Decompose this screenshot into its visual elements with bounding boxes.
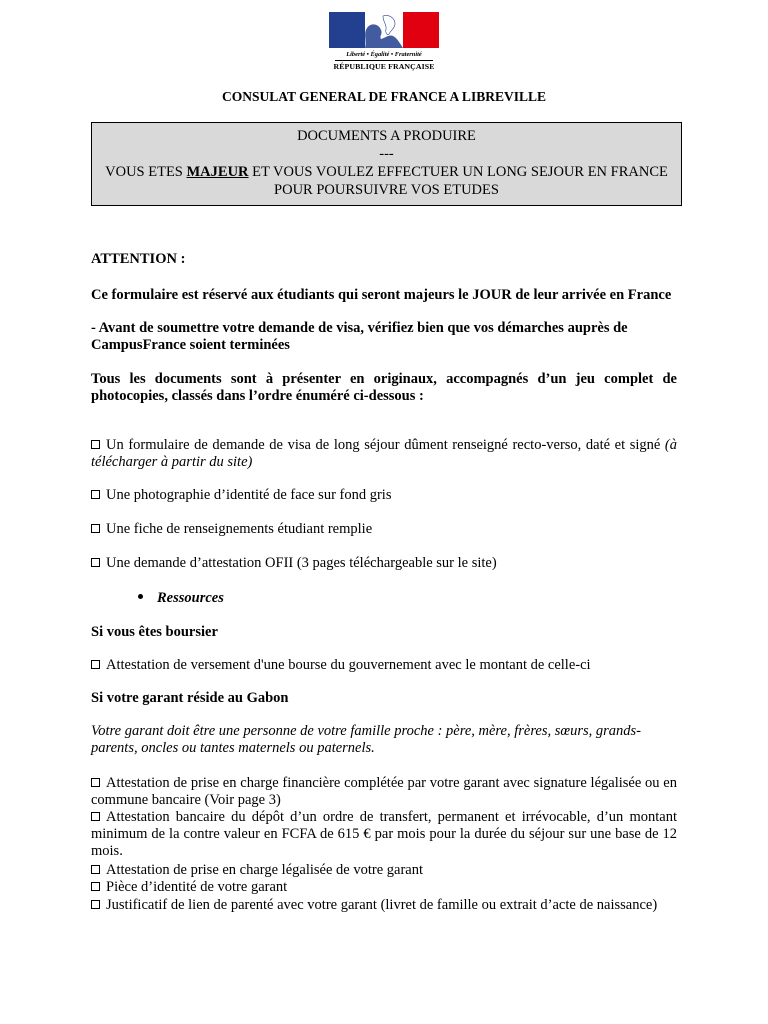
checkbox-icon bbox=[91, 440, 100, 449]
ofii-text: Une demande d’attestation OFII (3 pages téléchargeable sur le site) bbox=[106, 555, 497, 571]
banner-subtitle bbox=[92, 163, 681, 199]
banner-prefix: VOUS ETES bbox=[105, 164, 183, 180]
marianne-profile-icon bbox=[359, 12, 409, 48]
attention-line-1: Ce formulaire est réservé aux étudiants qui seront majeurs le JOUR de leur arrivée en France bbox=[91, 287, 672, 303]
banner-majeur: MAJEUR bbox=[186, 164, 249, 180]
attention-line-2: - Avant de soumettre votre demande de visa, vérifiez bien que vos démarches auprès de CampusFrance soient terminées bbox=[91, 320, 628, 353]
checklist-item-photo bbox=[91, 487, 677, 504]
flag-white-band bbox=[365, 12, 403, 48]
checkbox-icon bbox=[91, 558, 100, 567]
boursier-item bbox=[91, 657, 677, 674]
checkbox-icon bbox=[91, 882, 100, 891]
garant-item-parente bbox=[91, 897, 677, 914]
checkbox-icon bbox=[91, 865, 100, 874]
garant-heading: Si votre garant réside au Gabon bbox=[91, 690, 289, 706]
ressources-bullet bbox=[138, 590, 224, 607]
form-text: Un formulaire de demande de visa de long séjour dûment renseigné recto-verso, daté et signé bbox=[106, 437, 661, 453]
bullet-dot-icon bbox=[138, 594, 143, 599]
photo-text: Une photographie d’identité de face sur fond gris bbox=[106, 487, 392, 503]
logo-motto: Liberté • Égalité • Fraternité bbox=[346, 51, 422, 58]
checklist-item-form bbox=[91, 437, 677, 471]
checkbox-icon bbox=[91, 660, 100, 669]
checklist-item-fiche bbox=[91, 521, 677, 538]
ressources-label: Ressources bbox=[157, 590, 224, 606]
checkbox-icon bbox=[91, 812, 100, 821]
checkbox-icon bbox=[91, 524, 100, 533]
consulat-heading: CONSULAT GENERAL DE FRANCE A LIBREVILLE bbox=[222, 89, 546, 104]
fiche-text: Une fiche de renseignements étudiant remplie bbox=[106, 521, 373, 537]
garant-item-text: Pièce d’identité de votre garant bbox=[106, 879, 288, 895]
banner-suffix: ET VOUS VOULEZ EFFECTUER UN LONG SEJOUR EN FRANCE POUR POURSUIVRE VOS ETUDES bbox=[252, 164, 668, 198]
garant-item-text: Attestation bancaire du dépôt d’un ordre de transfert, permanent et irrévocable, d’un montant minimum de la contre valeur en FCFA de 615 € par mois pour la durée du séjour sur une base de 12 mois. bbox=[91, 809, 677, 859]
banner-title: DOCUMENTS A PRODUIRE bbox=[297, 128, 476, 144]
garant-item-identite bbox=[91, 879, 677, 896]
banner-separator: --- bbox=[379, 146, 394, 162]
checkbox-icon bbox=[91, 490, 100, 499]
garant-item-attestation-bancaire bbox=[91, 809, 677, 860]
form-note: (à télécharger à partir du site) bbox=[91, 437, 677, 470]
garant-item-text: Attestation de prise en charge légalisée de votre garant bbox=[106, 862, 423, 878]
originals-instruction: Tous les documents sont à présenter en originaux, accompagnés d’un jeu complet de photocopies, classés dans l’ordre énuméré ci-dessous : bbox=[91, 371, 677, 404]
checkbox-icon bbox=[91, 900, 100, 909]
garant-item-text: Attestation de prise en charge financière complétée par votre garant avec signature légalisée ou en commune bancaire (Voir page 3) bbox=[91, 775, 677, 808]
garant-item-text: Justificatif de lien de parenté avec votre garant (livret de famille ou extrait d’acte de naissance) bbox=[106, 897, 658, 913]
garant-item-prise-en-charge bbox=[91, 775, 677, 809]
boursier-text: Attestation de versement d'une bourse du gouvernement avec le montant de celle-ci bbox=[106, 657, 591, 673]
title-banner bbox=[91, 122, 682, 206]
marianne-flag-icon bbox=[329, 12, 439, 48]
logo-divider bbox=[335, 60, 433, 61]
checklist-item-ofii bbox=[91, 555, 677, 572]
garant-note: Votre garant doit être une personne de votre famille proche : père, mère, frères, sœurs, grands-parents, oncles ou tantes maternels ou paternels. bbox=[91, 723, 641, 756]
republique-francaise-logo bbox=[329, 12, 439, 71]
checkbox-icon bbox=[91, 778, 100, 787]
logo-republic-text: RÉPUBLIQUE FRANÇAISE bbox=[333, 62, 435, 71]
attention-heading: ATTENTION : bbox=[91, 251, 186, 267]
garant-item-legalisee bbox=[91, 862, 677, 879]
boursier-heading: Si vous êtes boursier bbox=[91, 624, 218, 640]
